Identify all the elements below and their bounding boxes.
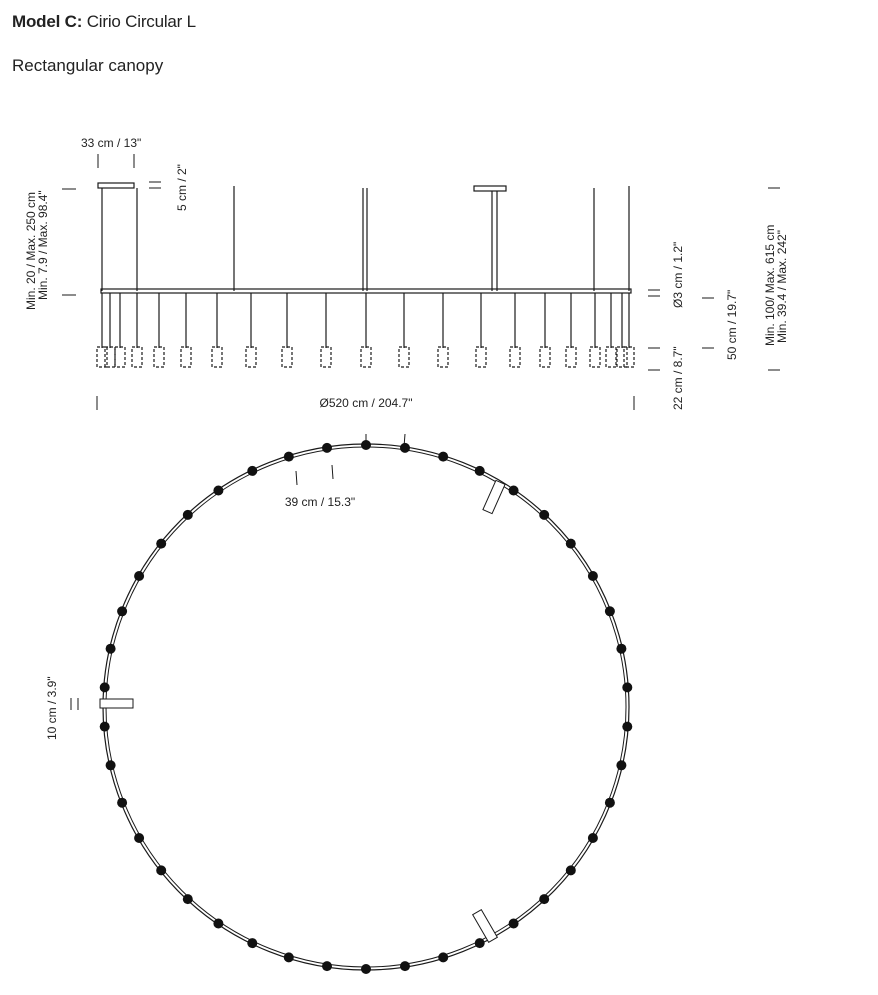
plan-light-dot bbox=[539, 894, 549, 904]
plan-light-dot bbox=[475, 938, 485, 948]
plan-light-dot bbox=[213, 486, 223, 496]
plan-light-dot bbox=[284, 452, 294, 462]
pendant-light bbox=[476, 347, 486, 367]
plan-lights bbox=[100, 440, 633, 974]
plan-canopy-bottom-right bbox=[473, 910, 498, 943]
dim-total-imperial: Min. 39.4 / Max. 242" bbox=[775, 230, 789, 343]
pendant-light bbox=[282, 347, 292, 367]
pendant-light bbox=[617, 347, 627, 367]
plan-light-dot bbox=[616, 760, 626, 770]
plan-light-dot bbox=[106, 644, 116, 654]
plan-light-dot bbox=[247, 938, 257, 948]
plan-light-dot bbox=[100, 682, 110, 692]
pendant-light bbox=[132, 347, 142, 367]
pendant-light bbox=[540, 347, 550, 367]
model-name: Cirio Circular L bbox=[86, 12, 196, 31]
plan-light-dot bbox=[284, 952, 294, 962]
dim-canopy-plan: 10 cm / 3.9" bbox=[45, 676, 59, 740]
plan-light-dot bbox=[361, 440, 371, 450]
pendant-light bbox=[115, 347, 125, 367]
pendant-light bbox=[566, 347, 576, 367]
plan-light-dot bbox=[134, 571, 144, 581]
plan-light-dot bbox=[588, 833, 598, 843]
pendant-light bbox=[154, 347, 164, 367]
pendant-light bbox=[361, 347, 371, 367]
dim-pendant-drop: 50 cm / 19.7" bbox=[725, 289, 739, 360]
dim-suspension-imperial: Min. 7.9 / Max. 98.4" bbox=[36, 190, 50, 300]
plan-light-dot bbox=[361, 964, 371, 974]
plan-light-dot bbox=[322, 443, 332, 453]
pendant-light bbox=[606, 347, 616, 367]
plan-canopy-left bbox=[100, 699, 133, 708]
plan-light-dot bbox=[100, 722, 110, 732]
plan-light-dot bbox=[117, 798, 127, 808]
pendant-light bbox=[399, 347, 409, 367]
plan-light-dot bbox=[616, 644, 626, 654]
plan-light-dot bbox=[588, 571, 598, 581]
plan-light-dot bbox=[400, 961, 410, 971]
dim-total-metric: Min. 100/ Max. 615 cm bbox=[763, 224, 777, 346]
pendant-light bbox=[624, 347, 634, 367]
dim-light-spacing: 39 cm / 15.3" bbox=[284, 495, 356, 509]
dim-suspension-metric: Min. 20 / Max. 250 cm bbox=[24, 191, 38, 310]
plan-light-dot bbox=[247, 466, 257, 476]
plan-light-dot bbox=[213, 919, 223, 929]
plan-light-dot bbox=[322, 961, 332, 971]
pendant-light bbox=[181, 347, 191, 367]
dim-canopy-height: 5 cm / 2" bbox=[175, 164, 189, 211]
plan-light-dot bbox=[509, 919, 519, 929]
plan-light-dot bbox=[117, 606, 127, 616]
pendant-light bbox=[246, 347, 256, 367]
plan-light-dot bbox=[106, 760, 116, 770]
dimension-marks bbox=[62, 154, 780, 710]
plan-view bbox=[100, 434, 633, 974]
plan-light-dot bbox=[509, 486, 519, 496]
plan-light-dot bbox=[622, 682, 632, 692]
pendant-lights bbox=[97, 293, 634, 367]
plan-light-dot bbox=[183, 894, 193, 904]
pendant-light bbox=[321, 347, 331, 367]
plan-canopy-top-right bbox=[483, 480, 505, 513]
plan-light-dot bbox=[183, 510, 193, 520]
pendant-light bbox=[212, 347, 222, 367]
plan-light-dot bbox=[605, 606, 615, 616]
plan-light-dot bbox=[156, 865, 166, 875]
canopy-left bbox=[98, 183, 134, 188]
dim-ring-diameter: Ø520 cm / 204.7" bbox=[319, 396, 413, 410]
plan-light-dot bbox=[566, 539, 576, 549]
plan-light-dot bbox=[438, 452, 448, 462]
ring-inner bbox=[106, 447, 626, 967]
canopy-right bbox=[474, 186, 506, 191]
dim-canopy-width: 33 cm / 13" bbox=[81, 136, 142, 150]
plan-light-dot bbox=[134, 833, 144, 843]
dim-tube-diameter: Ø3 cm / 1.2" bbox=[671, 241, 685, 308]
pendant-light bbox=[510, 347, 520, 367]
plan-light-dot bbox=[622, 722, 632, 732]
plan-light-dot bbox=[475, 466, 485, 476]
plan-light-dot bbox=[438, 952, 448, 962]
canopy-subtitle: Rectangular canopy bbox=[12, 56, 164, 75]
plan-light-dot bbox=[566, 865, 576, 875]
pendant-light bbox=[438, 347, 448, 367]
ring-tube-elevation bbox=[101, 289, 631, 293]
model-label: Model C: bbox=[12, 12, 83, 31]
plan-light-dot bbox=[400, 443, 410, 453]
plan-light-dot bbox=[605, 798, 615, 808]
pendant-light bbox=[590, 347, 600, 367]
plan-light-dot bbox=[539, 510, 549, 520]
plan-light-dot bbox=[156, 539, 166, 549]
dim-pendant-height: 22 cm / 8.7" bbox=[671, 346, 685, 410]
